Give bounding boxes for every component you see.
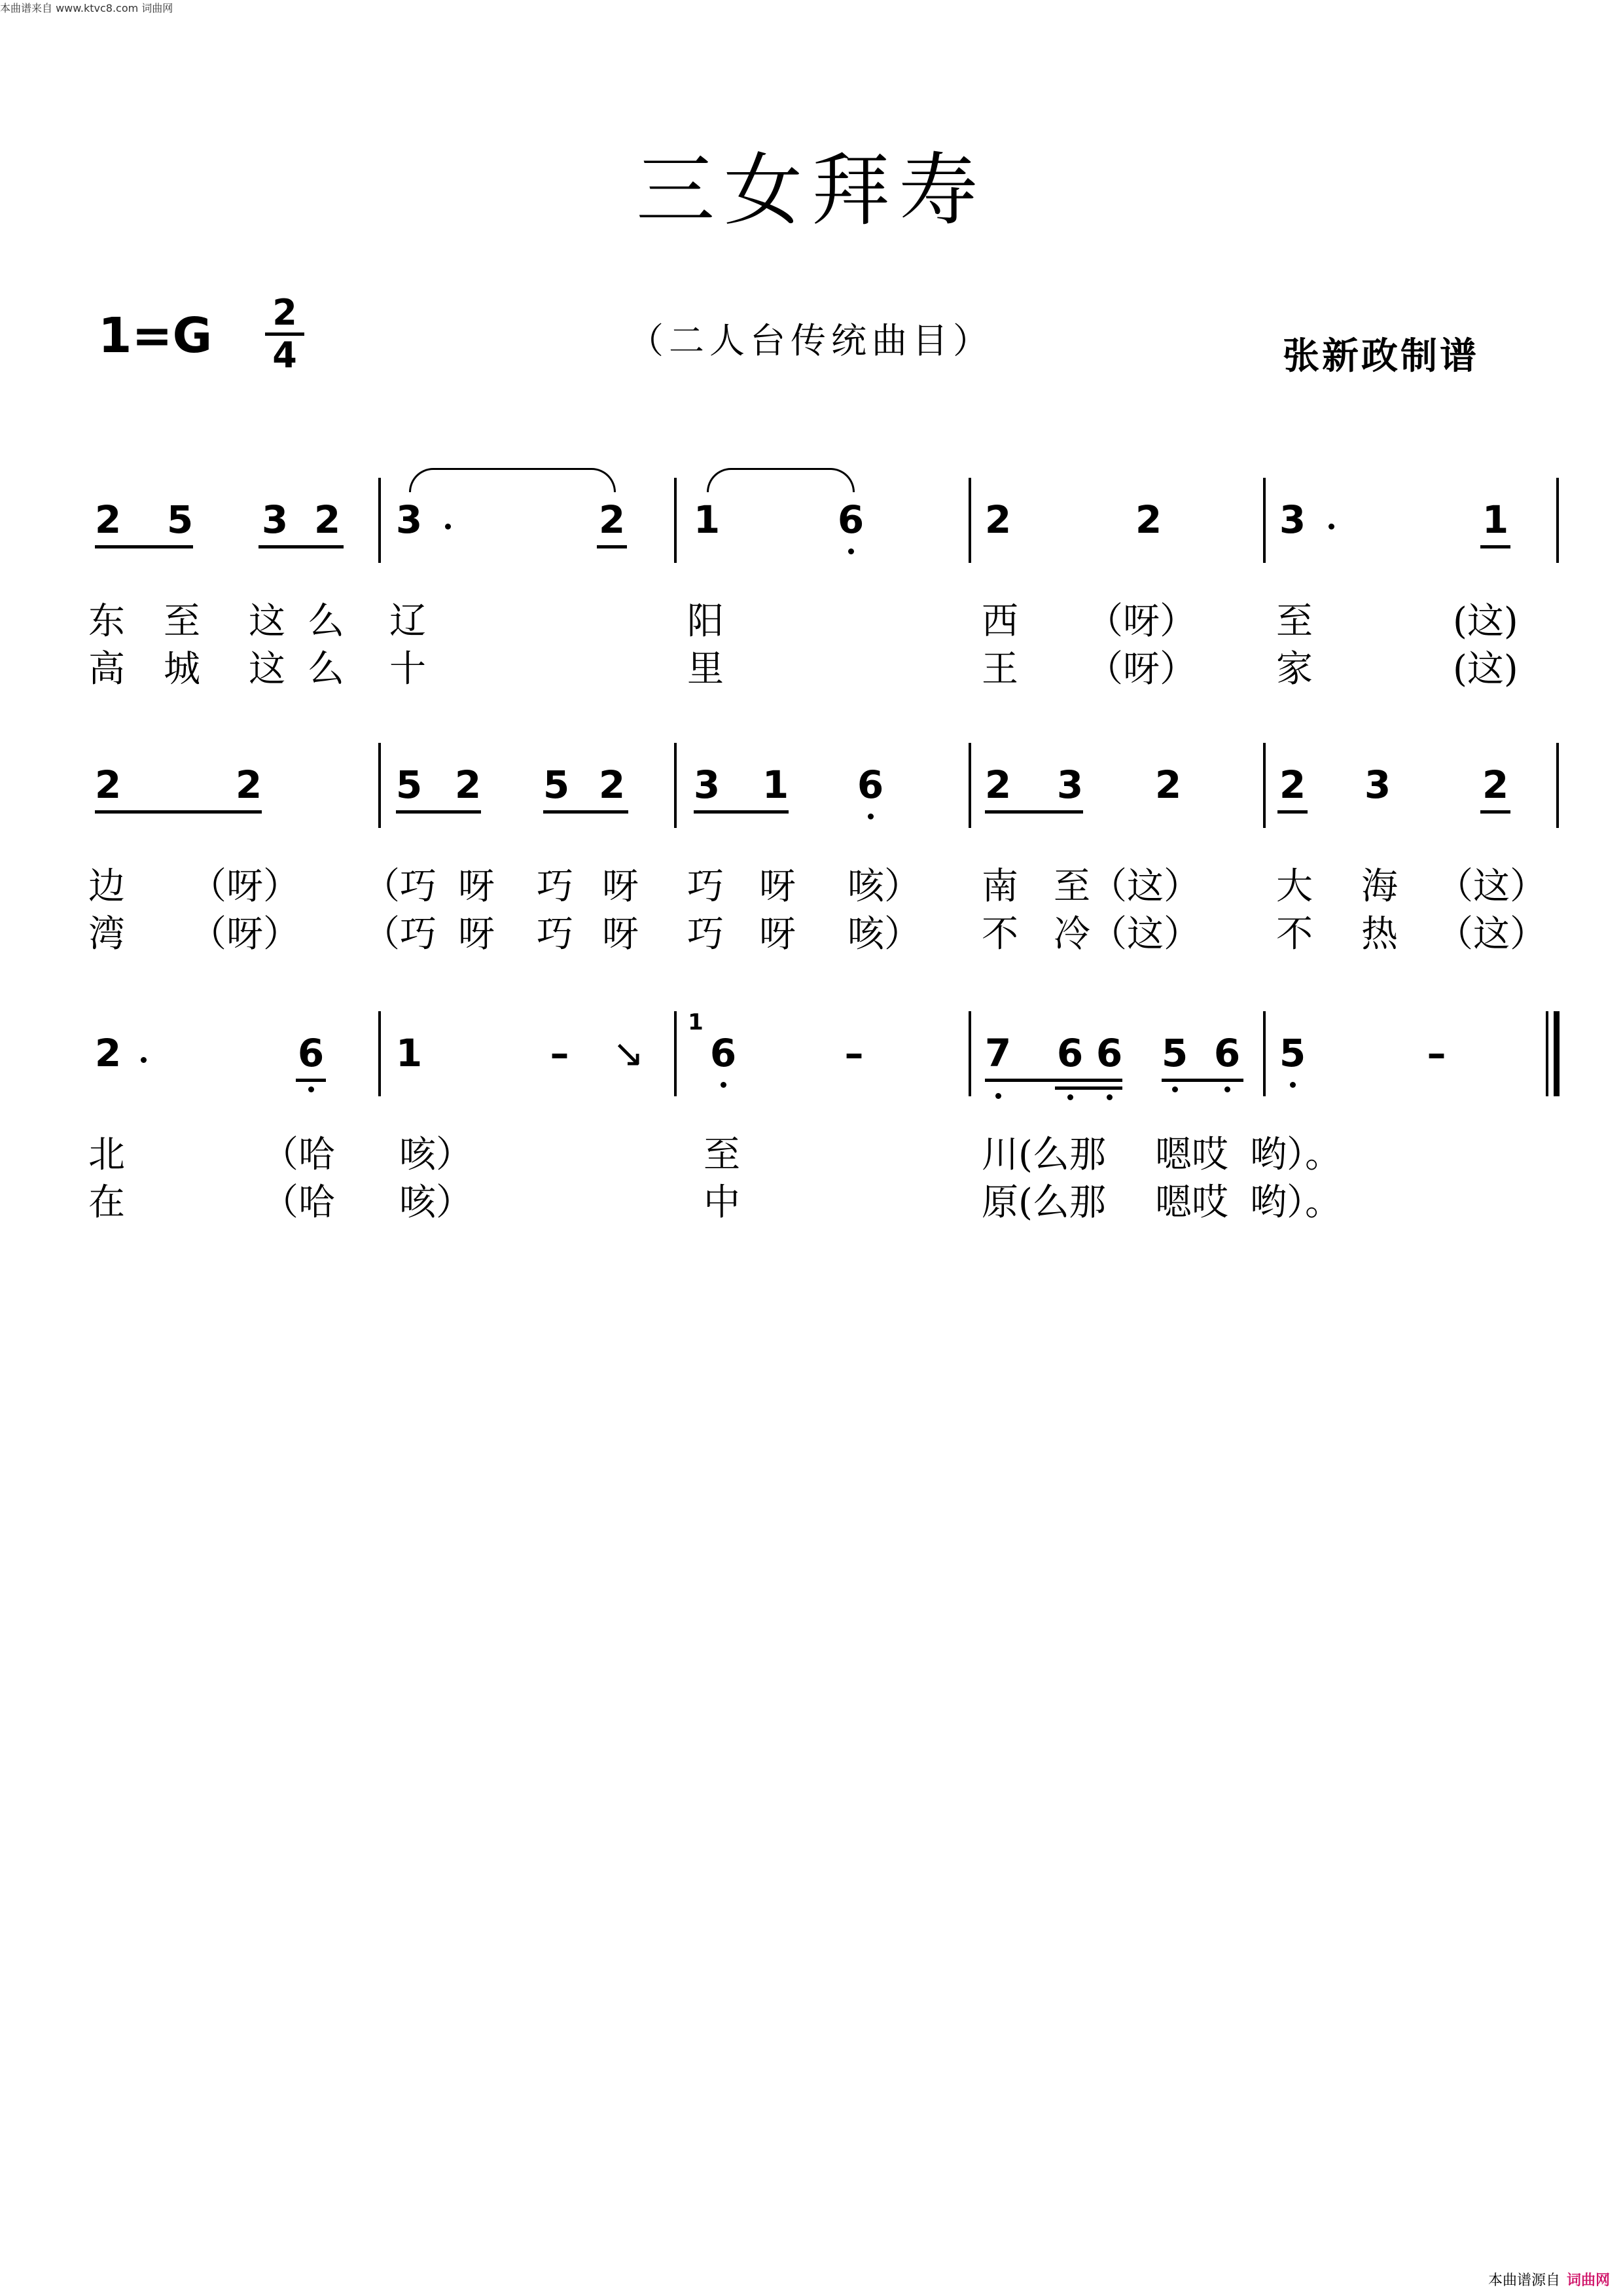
underline [1480, 545, 1510, 548]
slur [409, 468, 616, 492]
note: – [550, 1031, 569, 1075]
lyric: 么 [308, 648, 344, 691]
lyric: 至 [164, 600, 200, 643]
lyric: 呀 [458, 913, 495, 956]
bar-line [674, 478, 677, 563]
note: 5 [395, 762, 423, 807]
lyric: （巧 [363, 913, 437, 956]
slur [707, 468, 855, 492]
lyric: 咳） [847, 913, 921, 956]
underline [296, 1079, 326, 1082]
lyric: 嗯哎 [1155, 1134, 1228, 1176]
note: 2 [1279, 762, 1306, 807]
note: – [1427, 1031, 1446, 1075]
time-denominator: 4 [272, 334, 297, 376]
note: 1 [693, 497, 721, 542]
lyric: 城 [164, 648, 200, 691]
octave-dot [1067, 1094, 1073, 1100]
underline [1055, 1086, 1122, 1090]
lyric: 呀 [602, 913, 639, 956]
note: 2 [598, 762, 626, 807]
note: 2 [454, 762, 482, 807]
lyric: （哈 [262, 1181, 335, 1224]
final-bar-thick [1554, 1011, 1560, 1096]
lyric: 咳） [399, 1181, 473, 1224]
bar-line [378, 1011, 381, 1096]
bar-line [674, 743, 677, 828]
lyric: 王 [982, 648, 1018, 691]
note: 3 [1364, 762, 1391, 807]
underline [694, 810, 789, 814]
note: 3 [693, 762, 721, 807]
note: 2 [984, 497, 1012, 542]
note: 6 [1096, 1031, 1123, 1075]
lyric: 西 [982, 600, 1018, 643]
lyric: 阳 [687, 600, 724, 643]
bar-line [1263, 1011, 1266, 1096]
lyric: 至 [704, 1134, 740, 1176]
lyric: (这) [1453, 648, 1518, 691]
bar-line [969, 478, 971, 563]
lyric: 这 [249, 648, 285, 691]
footer-brand[interactable]: 词曲网 [1566, 2272, 1610, 2289]
lyric: 哟）。 [1250, 1134, 1342, 1176]
bar-line [674, 1011, 677, 1096]
lyric: （哈 [262, 1134, 335, 1176]
underline [985, 1079, 1122, 1082]
lyric: 呀 [458, 865, 495, 908]
grace-note: 1 [688, 1009, 704, 1035]
lyric: 东 [88, 600, 125, 643]
underline [95, 545, 193, 548]
lyric: 呀 [759, 913, 796, 956]
lyric: (这) [1453, 600, 1518, 643]
lyric: （呀） [1086, 648, 1196, 691]
note: 5 [1279, 1031, 1306, 1075]
note: 1 [762, 762, 789, 807]
note: 5 [543, 762, 570, 807]
underline [95, 810, 262, 814]
time-signature [265, 292, 304, 376]
bar-line [1263, 743, 1266, 828]
lyric: （巧 [363, 865, 437, 908]
lyric: 川(么那 [982, 1134, 1106, 1176]
lyric: 热 [1361, 913, 1398, 956]
bar-line [969, 743, 971, 828]
bar-line [378, 743, 381, 828]
lyric: 巧 [537, 913, 573, 956]
note: 2 [598, 497, 626, 542]
lyric: 家 [1276, 648, 1313, 691]
underline [543, 810, 628, 814]
note: 5 [1161, 1031, 1188, 1075]
lyric: （呀） [190, 913, 300, 956]
glissando-mark: ↘ [612, 1031, 645, 1075]
underline [985, 810, 1083, 814]
lyric: 原(么那 [982, 1181, 1106, 1224]
augmentation-dot [445, 524, 451, 529]
lyric: 巧 [687, 913, 724, 956]
lyric: 呀 [759, 865, 796, 908]
lyric: 咳） [399, 1134, 473, 1176]
lyric: 巧 [537, 865, 573, 908]
lyric: 边 [88, 865, 125, 908]
underline [396, 810, 481, 814]
note: 2 [1482, 762, 1509, 807]
lyric: 在 [88, 1181, 125, 1224]
note: 3 [261, 497, 289, 542]
note: 5 [166, 497, 194, 542]
bar-line [378, 478, 381, 563]
octave-dot [868, 814, 874, 819]
key-signature: 1=G [98, 308, 213, 364]
note: 2 [313, 497, 341, 542]
lyric: （呀） [190, 865, 300, 908]
note: 6 [857, 762, 884, 807]
time-numerator: 2 [272, 292, 297, 333]
lyric: 冷（这） [1054, 913, 1200, 956]
octave-dot [721, 1082, 726, 1088]
lyric: 呀 [602, 865, 639, 908]
subtitle: （二人台传统曲目） [628, 320, 993, 361]
bar-line [1556, 743, 1559, 828]
octave-dot [1107, 1094, 1113, 1100]
note: 1 [1482, 497, 1509, 542]
lyric: 湾 [88, 913, 125, 956]
note: 2 [1154, 762, 1182, 807]
lyric: 不 [982, 913, 1018, 956]
lyric: 海 [1361, 865, 1398, 908]
note: 2 [1135, 497, 1162, 542]
note: 2 [94, 497, 122, 542]
note: 2 [984, 762, 1012, 807]
lyric: 至 [1276, 600, 1313, 643]
note: 1 [395, 1031, 423, 1075]
note: 2 [235, 762, 262, 807]
footer-source: 本曲谱源自 [1488, 2272, 1560, 2289]
lyric: 南 [982, 865, 1018, 908]
note: 6 [1213, 1031, 1241, 1075]
header-bar: 本曲谱来自 www.ktvc8.com 词曲网 [0, 2, 173, 14]
note: 6 [1056, 1031, 1084, 1075]
lyric: 至（这） [1054, 865, 1200, 908]
note: 7 [984, 1031, 1012, 1075]
bar-line [1263, 478, 1266, 563]
note: 2 [94, 1031, 122, 1075]
lyric: 哟）。 [1250, 1181, 1342, 1224]
composer-credit: 张新政制谱 [1283, 335, 1479, 378]
augmentation-dot [141, 1057, 147, 1063]
note: 3 [395, 497, 423, 542]
note: 6 [297, 1031, 325, 1075]
lyric: 不 [1276, 913, 1313, 956]
underline [597, 545, 627, 548]
note: 2 [94, 762, 122, 807]
lyric: 嗯哎 [1155, 1181, 1228, 1224]
bar-line [1556, 478, 1559, 563]
lyric: 中 [704, 1181, 740, 1224]
song-title: 三女拜寿 [636, 145, 987, 236]
lyric: 大 [1276, 865, 1313, 908]
underline [259, 545, 344, 548]
octave-dot [308, 1086, 314, 1092]
note: 3 [1279, 497, 1306, 542]
underline [1277, 810, 1308, 814]
lyric: （呀） [1086, 600, 1196, 643]
lyric: 这 [249, 600, 285, 643]
lyric: 么 [308, 600, 344, 643]
lyric: （这） [1436, 865, 1546, 908]
lyric: 巧 [687, 865, 724, 908]
note: 6 [837, 497, 865, 542]
octave-dot [1290, 1082, 1296, 1088]
lyric: 北 [88, 1134, 125, 1176]
octave-dot [1224, 1086, 1230, 1092]
underline [1480, 810, 1510, 814]
lyric: 里 [687, 648, 724, 691]
note: 3 [1056, 762, 1084, 807]
underline [1162, 1079, 1243, 1082]
octave-dot [848, 548, 854, 554]
octave-dot [1172, 1086, 1178, 1092]
final-bar-thin [1546, 1011, 1548, 1096]
lyric: （这） [1436, 913, 1546, 956]
lyric: 高 [88, 648, 125, 691]
lyric: 十 [389, 648, 426, 691]
augmentation-dot [1329, 524, 1334, 529]
note: 6 [709, 1031, 737, 1075]
lyric: 辽 [389, 600, 426, 643]
footer-credit [1488, 2269, 1610, 2289]
lyric: 咳） [847, 865, 921, 908]
note: – [844, 1031, 864, 1075]
octave-dot [995, 1093, 1001, 1099]
bar-line [969, 1011, 971, 1096]
